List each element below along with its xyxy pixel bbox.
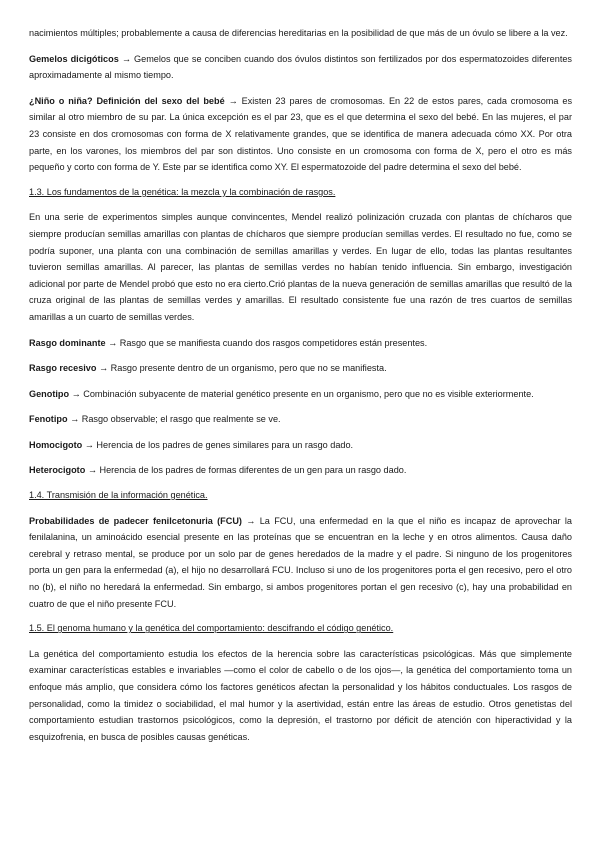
- def-heterocigoto: → Herencia de los padres de formas diferentes de un gen para un rasgo dado.: [85, 465, 407, 476]
- term-recesivo: Rasgo recesivo: [29, 363, 97, 374]
- definition-genotipo: [29, 386, 572, 403]
- section-heading-1-5: 1.5. El genoma humano y la genética del comportamiento: descifrando el código genético.: [29, 623, 394, 634]
- section-heading-1-4: 1.4. Transmisión de la información genética.: [29, 490, 208, 501]
- definition-fcu: [29, 513, 572, 613]
- def-recesivo: → Rasgo presente dentro de un organismo, pero que no se manifiesta.: [96, 363, 387, 374]
- definition-fenotipo: [29, 411, 572, 428]
- definition-dominante: [29, 335, 572, 352]
- term-homocigoto: Homocigoto: [29, 439, 83, 450]
- definition-homocigoto: [29, 437, 572, 454]
- section-heading-1-3: 1.3. Los fundamentos de la genética: la mezcla y la combinación de rasgos.: [29, 186, 336, 197]
- term-heterocigoto: Heterocigoto: [29, 465, 86, 476]
- paragraph-mendel: En una serie de experimentos simples aunque convincentes, Mendel realizó polinización cruzada con plantas de chícharos que siempre producían semillas amarillas con plantas de chícharos que siempre producían semillas verdes. El resultado no fue, como se podría suponer, una planta con una combinación de semillas amarillas y verdes. En lugar de ello, todas las plantas resultantes tuvieron semillas amarillas. Al parecer, las plantas de semillas verdes no habían tenido influencia. Sin embargo, investigación adicional por parte de Mendel probó que esto no era cierto.Crió plantas de la nueva generación de semillas amarillas que resultó de la cruza original de las plantas de semillas verdes y amarillas. El resultado consistente fue una razón de tres cuartos de semillas amarillas a un cuarto de semillas verdes.: [29, 212, 572, 322]
- definition-heterocigoto: [29, 462, 572, 479]
- paragraph-intro: nacimientos múltiples; probablemente a causa de diferencias hereditarias en la posibilidad de que más de un óvulo se libere a la vez.: [29, 28, 568, 38]
- term-genotipo: Genotipo: [29, 388, 70, 399]
- term-dominante: Rasgo dominante: [29, 337, 106, 348]
- definition-sexo-bebe: [29, 93, 572, 176]
- def-sexo-bebe: → Existen 23 pares de cromosomas. En 22 de estos pares, cada cromosoma es similar al otro miembro de su par. La única excepción es el par 23, que es el que determina el sexo del bebé. En las mujeres, el par 23 consiste en dos cromosomas con forma de X relativamente grandes, que se identifica de manera adecuada cómo XX. Por otra parte, en los varones, los miembros del par son distintos. Uno consiste en un cromosoma con forma de X, pero el otro es más pequeño y corto con forma de Y. Este par se identifica como XY. El espermatozoide del padre determina el sexo del bebé.: [29, 95, 573, 173]
- def-fenotipo: → Rasgo observable; el rasgo que realmente se ve.: [67, 414, 281, 425]
- def-homocigoto: → Herencia de los padres de genes similares para un rasgo dado.: [82, 439, 354, 450]
- def-dicigoticos: → Gemelos que se conciben cuando dos óvulos distintos son fertilizados por dos espermatozoides diferentes aproximadamente al mismo tiempo.: [29, 53, 572, 81]
- term-sexo-bebe: ¿Niño o niña? Definición del sexo del bebé: [29, 95, 225, 106]
- term-fcu: Probabilidades de padecer fenilcetonuria (FCU): [29, 515, 242, 526]
- definition-recesivo: [29, 360, 572, 377]
- def-genotipo: → Combinación subyacente de material genético presente en un organismo, pero que no es visible exteriormente.: [69, 388, 534, 399]
- definition-dicigoticos: [29, 51, 572, 84]
- def-fcu: → La FCU, una enfermedad en la que el niño es incapaz de aprovechar la fenilalanina, un aminoácido esencial presente en las proteínas que se encuentran en la leche y en otros alimentos. Causa daño cerebral y retraso mental, se produce por un solo par de genes heredados de la madre y el padre. Si ninguno de los progenitores porta un gen para la enfermedad (a), el hijo no desarrollará FCU. Incluso si uno de los progenitores porta el gen recesivo, pero el otro no (b), el niño no heredará la enfermedad. Sin embargo, si ambos progenitores portan el gen recesivo (c), hay una probabilidad en cuatro de que el niño presente FCU.: [29, 515, 572, 609]
- term-dicigoticos: Gemelos dicigóticos: [29, 53, 119, 64]
- def-dominante: → Rasgo que se manifiesta cuando dos rasgos competidores están presentes.: [105, 337, 428, 348]
- paragraph-genoma: La genética del comportamiento estudia los efectos de la herencia sobre las características psicológicas. Más que simplemente examinar características estables e invariables —como el color de cabello o de los ojos—, la genética del comportamiento toma un enfoque más amplio, que considera cómo los factores genéticos afectan la personalidad y los hábitos conductuales. Los rasgos de personalidad, como la timidez o sociabilidad, el mal humor y la asertividad, están entre las áreas de estudio. Otros genetistas del comportamiento estudian trastornos psicológicos, como la depresión, el trastorno por déficit de atención con hiperactividad y la esquizofrenia, en busca de posibles causas genéticas.: [29, 648, 572, 742]
- term-fenotipo: Fenotipo: [29, 414, 68, 425]
